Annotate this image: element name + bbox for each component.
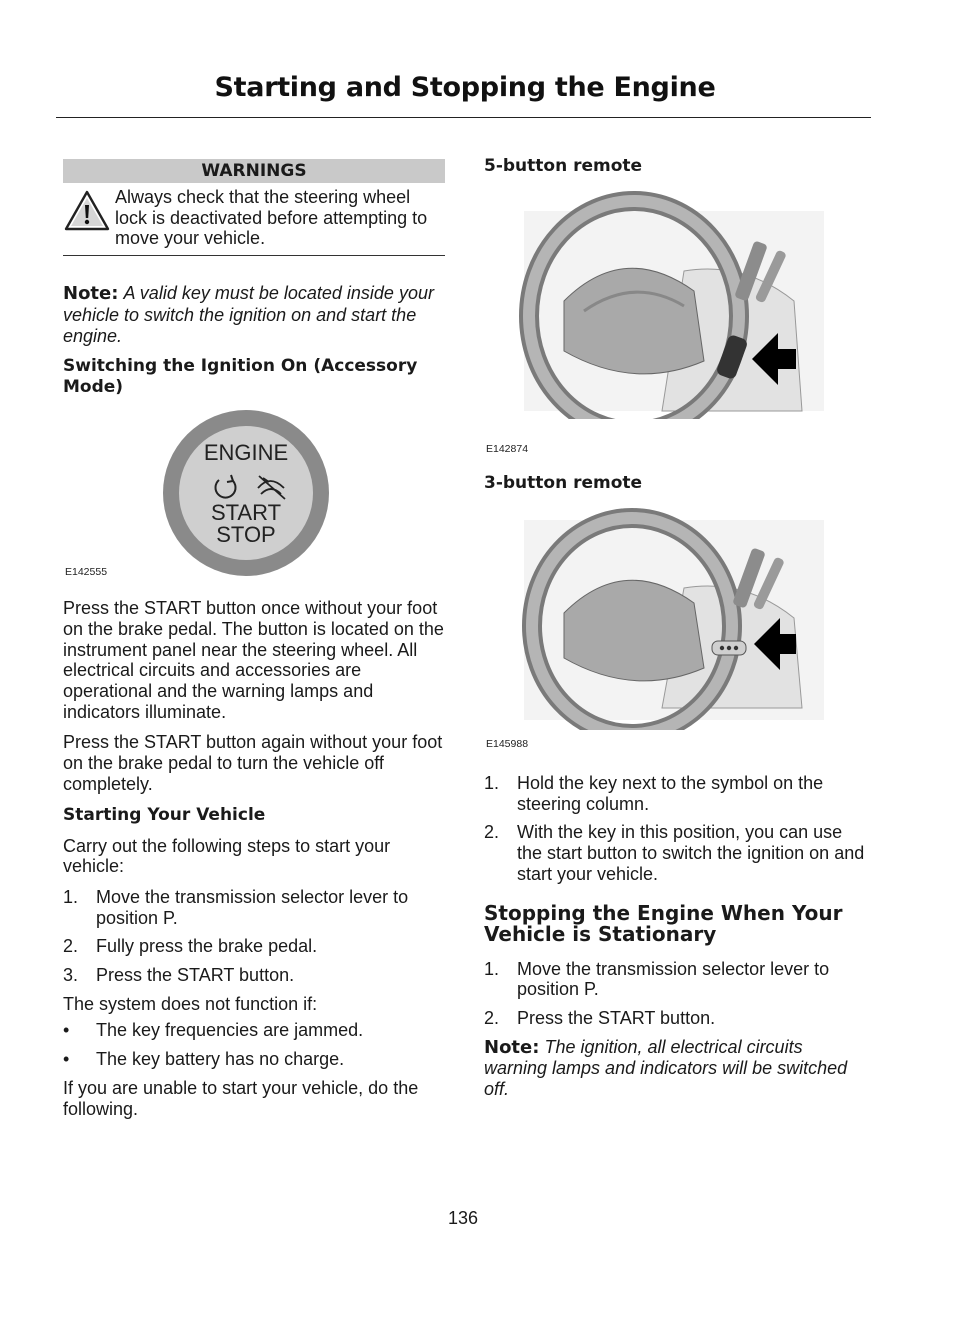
warning-box: [63, 183, 445, 256]
list-item: 2. Press the START button.: [484, 1007, 716, 1028]
left-column: [63, 159, 445, 1129]
closing-paragraph: If you are unable to start your vehicle, do the following.: [63, 1077, 419, 1119]
figure-code: E142874: [486, 443, 529, 455]
not-function-intro: The system does not function if:: [63, 993, 318, 1014]
list-item: 2. With the key in this position, you can use the start button to switch the ignition on and start your vehicle.: [484, 822, 865, 884]
list-item: • The key battery has no charge.: [63, 1049, 345, 1070]
note-label: Note:: [63, 283, 119, 305]
not-function-list: [63, 1020, 445, 1069]
starting-intro: Carry out the following steps to start your vehicle:: [63, 835, 391, 877]
list-item: 3. Press the START button.: [63, 965, 295, 986]
figure-code: E145988: [486, 738, 529, 750]
list-item: • The key frequencies are jammed.: [63, 1020, 364, 1041]
note-text: The ignition, all electrical circuits warning lamps and indicators will be switched off.: [484, 1036, 848, 1100]
steering-wheel-illustration: [484, 181, 869, 419]
five-button-remote-figure: [484, 181, 869, 455]
title-divider: [56, 117, 871, 118]
note-ignition-off: [484, 1037, 869, 1100]
list-item: 2. Fully press the brake pedal.: [63, 936, 318, 957]
page-number: 136: [447, 1208, 479, 1228]
starting-steps-list: [63, 887, 445, 986]
paragraph-start-again: Press the START button again without your foot on the brake pedal to turn the vehicle off completely.: [63, 732, 443, 794]
note-label: Note:: [484, 1036, 540, 1058]
button-stop-label: STOP: [216, 522, 276, 548]
engine-start-button-illustration: [63, 408, 445, 579]
button-engine-label: ENGINE: [203, 440, 289, 466]
ignition-heading: Switching the Ignition On (Accessory Mode): [63, 356, 418, 398]
stopping-heading: Stopping the Engine When Your Vehicle is Stationary: [484, 900, 843, 946]
button-start-label: START: [210, 500, 282, 526]
five-button-heading: 5-button remote: [484, 156, 643, 176]
warning-text: Always check that the steering wheel lock is deactivated before attempting to move your vehicle.: [115, 187, 428, 249]
page-title: Starting and Stopping the Engine: [214, 72, 716, 103]
list-item: 1. Move the transmission selector lever to position P.: [63, 886, 409, 928]
note-text: A valid key must be located inside your vehicle to switch the ignition on and start the engine.: [63, 283, 434, 346]
warning-triangle-icon: [63, 189, 111, 233]
engine-start-button-figure: [63, 408, 445, 579]
stop-steps-list: [484, 959, 869, 1029]
right-column: [484, 156, 869, 1110]
three-button-remote-figure: [484, 498, 869, 750]
figure-code: E142555: [65, 566, 108, 579]
list-item: 1. Move the transmission selector lever to position P.: [484, 958, 830, 1000]
paragraph-start-once: Press the START button once without your foot on the brake pedal. The button is located on the instrument panel near the steering wheel. All electrical circuits and accessories are operational and the warning lamps and indicators illuminate.: [63, 598, 444, 722]
list-item: 1. Hold the key next to the symbol on the steering column.: [484, 773, 824, 814]
warnings-heading: WARNINGS: [63, 159, 445, 183]
key-steps-list: [484, 773, 869, 885]
starting-heading: Starting Your Vehicle: [63, 804, 266, 825]
three-button-heading: 3-button remote: [484, 473, 643, 493]
note-ignition: [63, 283, 445, 346]
steering-wheel-illustration: [484, 498, 869, 730]
